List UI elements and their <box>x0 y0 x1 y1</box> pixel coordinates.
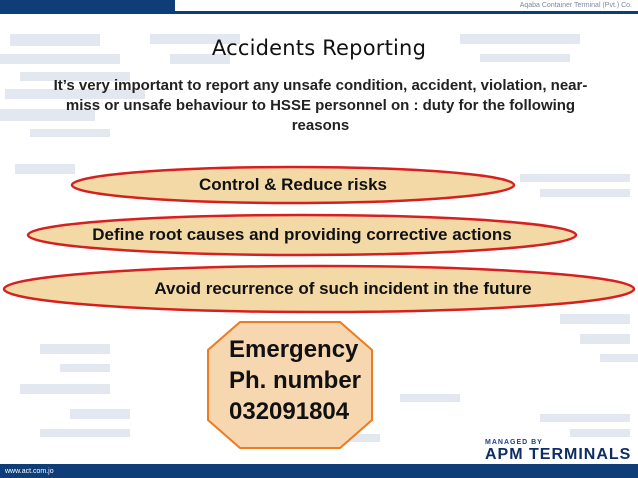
emergency-octagon <box>206 320 374 450</box>
company-name: Aqaba Container Terminal (Pvt.) Co. <box>519 2 632 9</box>
reason-label: Avoid recurrence of such incident in the future <box>154 279 532 298</box>
emergency-line-1: Emergency <box>229 336 359 363</box>
website-link[interactable]: www.act.com.jo <box>5 468 54 475</box>
emergency-text <box>229 334 361 427</box>
reason-label: Control & Reduce risks <box>199 175 387 194</box>
intro-text: It’s very important to report any unsafe condition, accident, violation, near-miss or unsafe behaviour to HSSE personnel on : duty for the following reasons <box>53 77 588 134</box>
slide-title: Accidents Reporting <box>211 36 427 60</box>
emergency-line-2: Ph. number <box>229 367 362 394</box>
bottom-bar <box>0 464 638 478</box>
reason-label: Define root causes and providing corrective actions <box>92 225 512 244</box>
managed-by-label: MANAGED BY <box>485 439 543 446</box>
reason-pill-3 <box>2 264 636 314</box>
reason-pill-2 <box>26 213 578 257</box>
apm-terminals-logo: APM TERMINALS <box>485 446 632 463</box>
reason-pill-1 <box>70 165 516 205</box>
emergency-phone: 032091804 <box>229 398 350 425</box>
